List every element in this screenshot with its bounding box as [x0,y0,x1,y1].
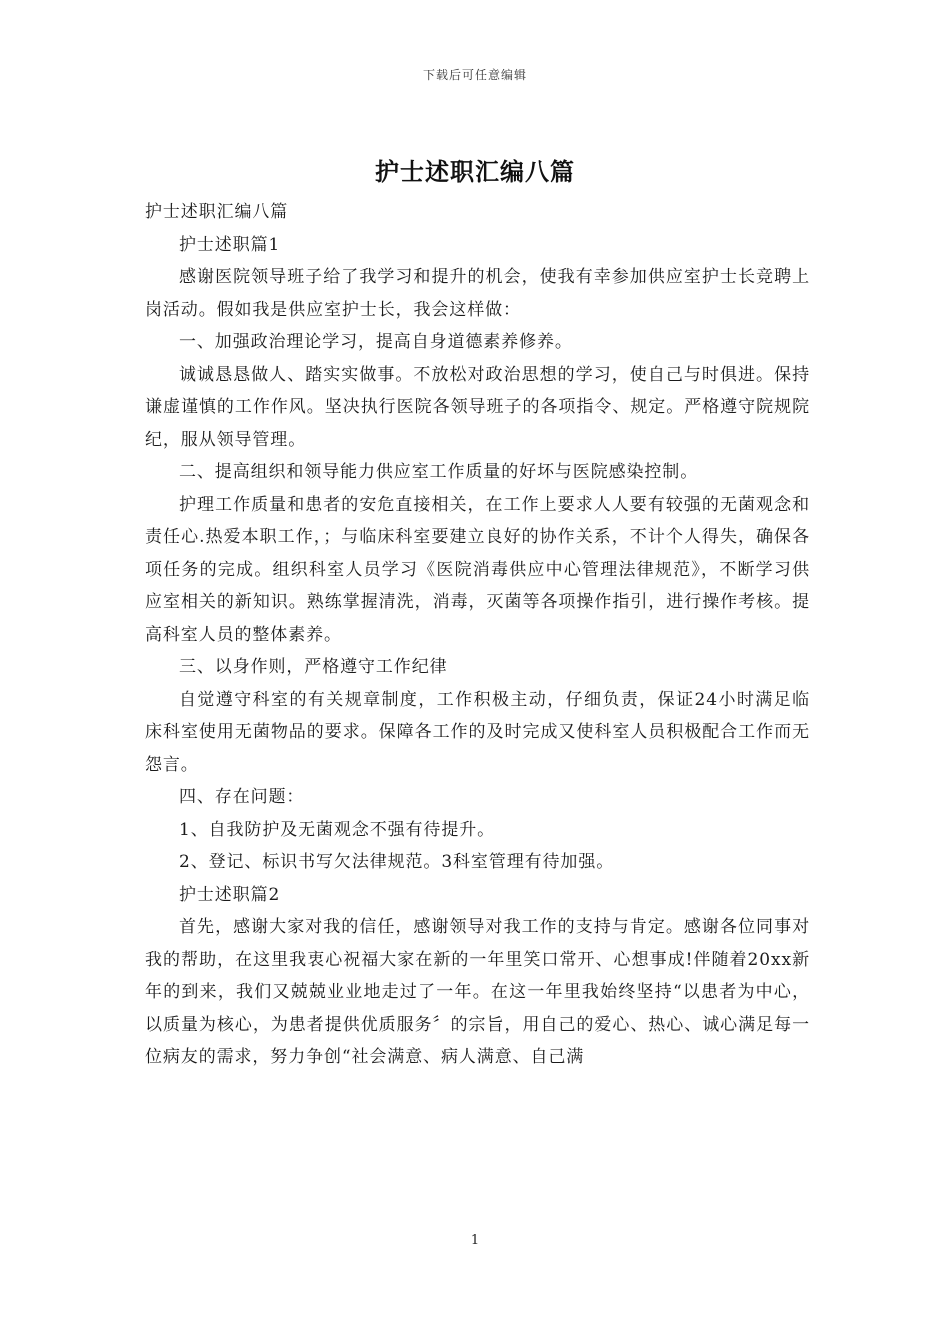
document-title: 护士述职汇编八篇 [375,157,575,186]
paragraph: 感谢医院领导班子给了我学习和提升的机会，使我有幸参加供应室护士长竞聘上岗活动。假如我是供应室护士长，我会这样做： [145,267,810,320]
header-note: 下载后可任意编辑 [422,68,527,82]
paragraph: 自觉遵守科室的有关规章制度，工作积极主动，仔细负责，保证24小时满足临床科室使用无菌物品的要求。保障各工作的及时完成又使科室人员积极配合工作而无怨言。 [145,689,810,775]
paragraph: 一、加强政治理论学习，提高自身道德素养修养。 [179,332,573,352]
paragraph: 1、自我防护及无菌观念不强有待提升。 [179,819,496,840]
paragraph: 护士述职篇1 [179,234,281,255]
paragraph: 首先，感谢大家对我的信任，感谢领导对我工作的支持与肯定。感谢各位同事对我的帮助，在这里我衷心祝福大家在新的一年里笑口常开、心想事成!伴随着20xx新年的到来，我们又兢兢业业地走过了一年。在这一年里我始终坚持“以患者为中心，以质量为核心，为患者提供优质服务〞的宗旨，用自己的爱心、热心、诚心满足每一位病友的需求，努力争创“社会满意、病人满意、自己满 [145,917,810,1067]
paragraph: 2、登记、标识书写欠法律规范。3科室管理有待加强。 [179,852,615,872]
page-number: 1 [470,1233,480,1248]
paragraph: 三、以身作则，严格遵守工作纪律 [179,657,448,677]
paragraph: 护理工作质量和患者的安危直接相关，在工作上要求人人要有较强的无菌观念和责任心.热爱本职工作，；与临床科室要建立良好的协作关系，不计个人得失，确保各项任务的完成。组织科室人员学习《医院消毒供应中心管理法律规范》，不断学习供应室相关的新知识。熟练掌握清洗，消毒，灭菌等各项操作指引，进行操作考核。提高科室人员的整体素养。 [145,494,810,645]
paragraph: 护士述职篇2 [179,884,281,905]
paragraph: 四、存在问题： [179,787,305,807]
document-body [145,196,810,1074]
paragraph: 护士述职汇编八篇 [145,202,289,222]
paragraph: 二、提高组织和领导能力供应室工作质量的好坏与医院感染控制。 [179,462,699,482]
paragraph: 诚诚恳恳做人、踏实实做事。不放松对政治思想的学习，使自己与时俱进。保持谦虚谨慎的工作作风。坚决执行医院各领导班子的各项指令、规定。严格遵守院规院纪，服从领导管理。 [145,364,810,450]
